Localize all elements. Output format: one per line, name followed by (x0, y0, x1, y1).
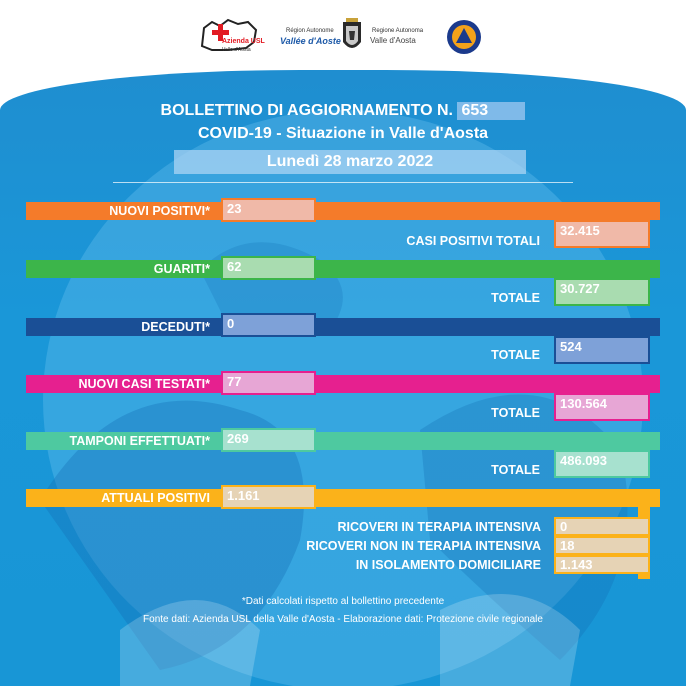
deceduti-totale-label: TOTALE (491, 348, 540, 362)
region-name-text: Vallée d'Aoste (280, 36, 341, 46)
bulletin-number: 653 (457, 102, 525, 120)
bulletin-panel (0, 70, 686, 686)
deceduti-label: DECEDUTI* (141, 320, 210, 334)
data-source: Fonte dati: Azienda USL della Valle d'Aosta - Elaborazione dati: Protezione civile regionale (143, 614, 543, 625)
row-tamponi-effettuati (26, 432, 660, 450)
bulletin-title (0, 102, 686, 120)
nuovi-positivi-label: NUOVI POSITIVI* (109, 204, 210, 218)
row-deceduti (26, 318, 660, 336)
region-logo-italian (368, 16, 430, 58)
terapia-intensiva-label: RICOVERI IN TERAPIA INTENSIVA (337, 520, 541, 534)
non-terapia-intensiva-label: RICOVERI NON IN TERAPIA INTENSIVA (306, 539, 541, 553)
row-nuovi-casi-testati (26, 375, 660, 393)
region2-small-text: Regione Autonoma (372, 28, 424, 34)
terapia-intensiva-value: 0 (554, 517, 650, 536)
deceduti-totale-value: 524 (554, 336, 650, 364)
azienda-usl-logo (198, 16, 268, 58)
non-terapia-intensiva-value: 18 (554, 536, 650, 555)
civil-protection-logo (444, 16, 484, 58)
footnote: *Dati calcolati rispetto al bollettino precedente (241, 596, 445, 607)
region2-name-text: Valle d'Aosta (370, 36, 416, 45)
usl-logo-text: Azienda USL (222, 38, 265, 45)
guariti-label: GUARITI* (153, 262, 210, 276)
logo-header (0, 0, 686, 78)
tamponi-totale-value: 486.093 (554, 450, 650, 478)
guariti-value: 62 (221, 256, 316, 280)
testati-totale-value: 130.564 (554, 393, 650, 421)
row-attuali-positivi (26, 489, 660, 507)
guariti-totale-label: TOTALE (491, 291, 540, 305)
region-logo-french (276, 16, 341, 58)
tamponi-totale-label: TOTALE (491, 463, 540, 477)
testati-totale-label: TOTALE (491, 406, 540, 420)
coat-of-arms-icon (340, 16, 364, 58)
casi-positivi-totali-label: CASI POSITIVI TOTALI (406, 234, 540, 248)
tamponi-effettuati-value: 269 (221, 428, 316, 452)
guariti-totale-value: 30.727 (554, 278, 650, 306)
nuovi-positivi-value: 23 (221, 198, 316, 222)
usl-logo-sub: Valle d'Aosta (222, 47, 251, 53)
row-nuovi-positivi (26, 202, 660, 220)
attuali-positivi-label: ATTUALI POSITIVI (101, 491, 210, 505)
isolamento-domiciliare-value: 1.143 (554, 555, 650, 574)
bulletin-date: Lunedì 28 marzo 2022 (174, 150, 526, 174)
row-guariti (26, 260, 660, 278)
nuovi-casi-testati-value: 77 (221, 371, 316, 395)
region-small-text: Région Autonome (286, 28, 334, 34)
deceduti-value: 0 (221, 313, 316, 337)
bulletin-subtitle: COVID-19 - Situazione in Valle d'Aosta (197, 125, 489, 142)
casi-positivi-totali-value: 32.415 (554, 220, 650, 248)
title-divider (113, 182, 573, 183)
isolamento-domiciliare-label: IN ISOLAMENTO DOMICILIARE (355, 558, 541, 572)
tamponi-effettuati-label: TAMPONI EFFETTUATI* (69, 434, 210, 448)
attuali-positivi-value: 1.161 (221, 485, 316, 509)
bulletin-title-prefix: BOLLETTINO DI AGGIORNAMENTO N. (160, 102, 453, 119)
nuovi-casi-testati-label: NUOVI CASI TESTATI* (78, 377, 210, 391)
